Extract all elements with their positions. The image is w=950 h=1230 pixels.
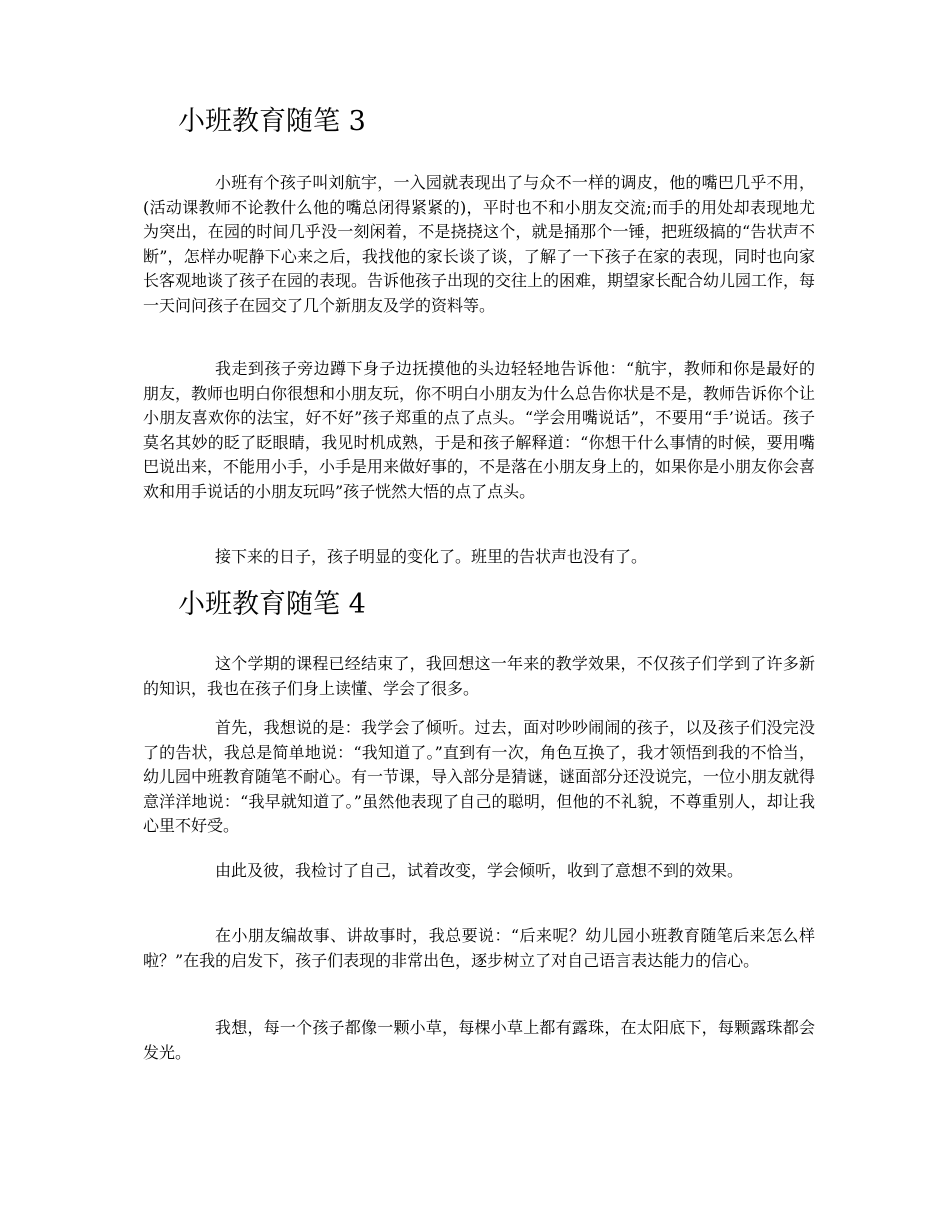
section-heading: 小班教育随笔 3 — [178, 106, 366, 137]
paragraph: 我想，每一个孩子都像一颗小草，每棵小草上都有露珠，在太阳底下，每颗露珠都会发光。 — [143, 1018, 815, 1062]
paragraph: 接下来的日子，孩子明显的变化了。班里的告状声也没有了。 — [215, 547, 648, 566]
paragraph: 首先，我想说的是：我学会了倾听。过去，面对吵吵闹闹的孩子，以及孩子们没完没了的告状，我总是简单地说：“我知道了。”直到有一次，角色互换了，我才领悟到我的不恰当，幼儿园中班教育随笔不耐心。有一节课，导入部分是猜谜，谜面部分还没说完，一位小朋友就得意洋洋地说：“我早就知道了。”虽然他表现了自己的聪明，但他的不礼貌，不尊重别人，却让我心里不好受。 — [143, 718, 816, 836]
paragraph: 这个学期的课程已经结束了，我回想这一年来的教学效果，不仅孩子们学到了许多新的知识，我也在孩子们身上读懂、学会了很多。 — [143, 654, 815, 698]
paragraph: 在小朋友编故事、讲故事时，我总要说：“后来呢？幼儿园小班教育随笔后来怎么样啦？”在我的启发下，孩子们表现的非常出色，逐步树立了对自己语言表达能力的信心。 — [143, 926, 815, 970]
paragraph: 由此及彼，我检讨了自己，试着改变，学会倾听，收到了意想不到的效果。 — [215, 861, 744, 880]
paragraph: 小班有个孩子叫刘航宇，一入园就表现出了与众不一样的调皮，他的嘴巴几乎不用，(活动课教师不论教什么他的嘴总闭得紧紧的)，平时也不和小朋友交流;而手的用处却表现地尤为突出，在园的时间几乎没一刻闲着，不是挠挠这个，就是捅那个一锤，把班级搞的“告状声不断”，怎样办呢静下心来之后，我找他的家长谈了谈，了解了一下孩子在家的表现，同时也向家长客观地谈了孩子在园的表现。告诉他孩子出现的交往上的困难，期望家长配合幼儿园工作，每一天问问孩子在园交了几个新朋友及学的资料等。 — [143, 173, 816, 315]
paragraph: 我走到孩子旁边蹲下身子边抚摸他的头边轻轻地告诉他：“航宇，教师和你是最好的朋友，教师也明白你很想和小朋友玩，你不明白小朋友为什么总告你状是不是，教师告诉你个让小朋友喜欢你的法宝，好不好”孩子郑重的点了点头。“学会用嘴说话”，不要用“手’说话。孩子莫名其妙的眨了眨眼睛，我见时机成熟，于是和孩子解释道：“你想干什么事情的时候，要用嘴巴说出来，不能用小手，小手是用来做好事的，不是落在小朋友身上的，如果你是小朋友你会喜欢和用手说话的小朋友玩吗”孩子恍然大悟的点了点头。 — [143, 359, 816, 501]
section-heading: 小班教育随笔 4 — [178, 589, 366, 620]
